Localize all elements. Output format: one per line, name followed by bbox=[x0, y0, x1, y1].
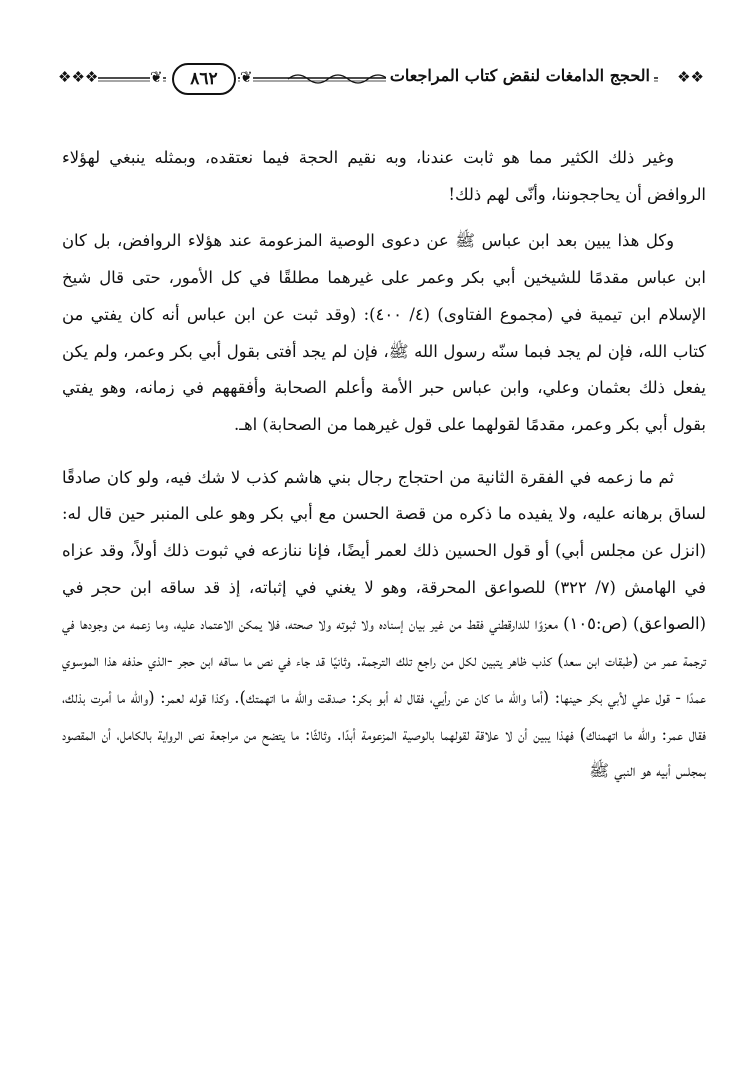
book-title: الحجج الدامغات لنقض كتاب المراجعات bbox=[386, 66, 654, 85]
paragraph: وكل هذا يبين بعد ابن عباس ﷺ عن دعوى الوصية المزعومة عند هؤلاء الروافض، بل كان ابن عباس مقدمًا للشيخين أبي بكر وعمر على غيرهما مطلقًا في كل الأمور، حتى قال شيخ الإسلام ابن تيمية في (مجموع الفتاوى) (٤/ ٤٠٠): (وقد ثبت عن ابن عباس أنه كان يفتي من كتاب الله، فإن لم يجد فبما سنّه رسول الله ﷺ، فإن لم يجد أفتى بقول أبي بكر وعمر، ولم يكن يفعل ذلك بعثمان وعلي، وابن عباس حبر الأمة وأعلم الصحابة وأفقههم في زمانه، وهو يفتي بقول أبي بكر وعمر، مقدمًا لقولهما على قول غيرهما من الصحابة) اهـ. bbox=[62, 231, 706, 434]
header-ornament-right-icon: ❖❖ bbox=[677, 68, 704, 86]
page-number: ٨٦٢ bbox=[172, 63, 236, 95]
header-ornament-left-icon: ❖❖❖ bbox=[58, 68, 99, 86]
paragraph: وغير ذلك الكثير مما هو ثابت عندنا، وبه نقيم الحجة فيما نعتقده، وبمثله ينبغي لهؤلاء الروافض أن يحاججوننا، وأنّى لهم ذلك! bbox=[62, 148, 706, 204]
running-header bbox=[58, 62, 704, 96]
header-ornament-mid-icon: ❦ bbox=[240, 68, 253, 86]
page-body bbox=[62, 140, 706, 790]
paragraph: ثم ما زعمه في الفقرة الثانية من احتجاج رجال بني هاشم كذب لا شك فيه، ولو كان صادقًا لساق برهانه عليه، ولا يفيده ما ذكره من قصة الحسن مع أبي بكر وهو على المنبر حين قال له: (انزل عن مجلس أبي) أو قول الحسين ذلك لعمر أيضًا، فإنا ننازعه في ثبوت ذلك أولاً، وقد عزاه في الهامش (٧/ ٣٢٢) للصواعق المحرقة، وهو لا يغني في إثباته، إذ قد ساقه ابن حجر في (الصواعق) (ص:١٠٥) معزوًا للدارقطني فقط من غير بيان إسناده ولا ثبوته ولا صحته، فلا يمكن الاعتماد عليه، وما زعمه من وجودها في ترجمة عمر من (طبقات ابن سعد) كذب ظاهر يتبين لكل من راجع تلك الترجمة. وثانيًا قد جاء في نص ما ساقه ابن حجر -الذي حذفه هذا الموسوي عمدًا - قول علي لأبي بكر حينها: (أما والله ما كان عن رأيي، فقال له أبو بكر: صدقت والله ما اتهمتك). وكذا قوله لعمر: (والله ما أمرت بذلك، فقال عمر: والله ما اتهمناك) فهذا يبين أن لا علاقة لقولهما بالوصية المزعومة أبدًا. وثالثًا: ما يتضح من مراجعة نص الرواية بالكامل، أن المقصود بمجلس أبيه هو النبي ﷺ bbox=[62, 467, 707, 781]
header-ornament-mid-icon: ❦ bbox=[150, 68, 163, 86]
